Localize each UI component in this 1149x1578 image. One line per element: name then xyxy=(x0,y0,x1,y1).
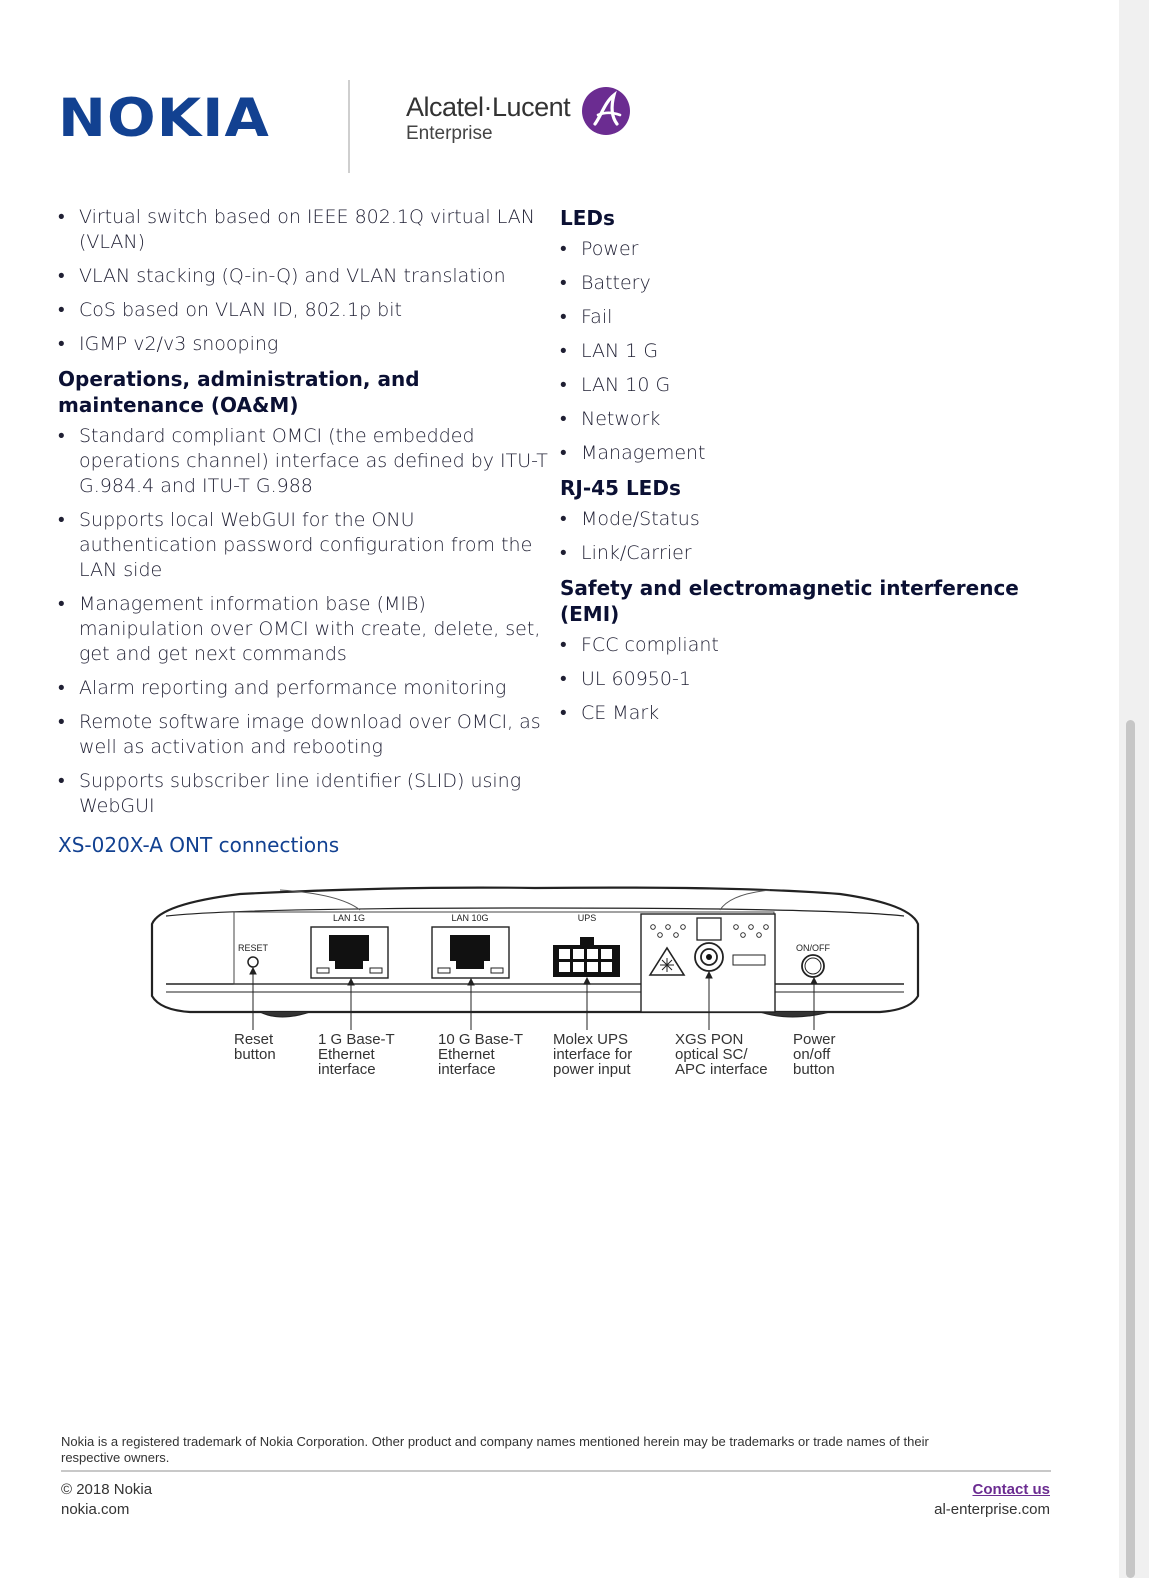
callout-line: power input xyxy=(553,1061,631,1078)
callout-line: APC interface xyxy=(675,1061,768,1078)
right-column xyxy=(560,205,1080,735)
list-item: • LAN 1 G xyxy=(560,339,1080,364)
callout-pon xyxy=(675,1032,768,1077)
ups-label: UPS xyxy=(577,913,597,923)
callout-line: XGS PON xyxy=(675,1031,744,1048)
callout-line: Ethernet xyxy=(318,1046,375,1063)
list-item: • IGMP v2/v3 snooping xyxy=(58,332,548,357)
callout-line: button xyxy=(793,1061,835,1078)
ups-connector-tab xyxy=(580,937,594,945)
lan1-port-jack xyxy=(329,935,369,969)
list-item: • Management information base (MIB) manipulation over OMCI with create, delete, set, get and get next commands xyxy=(58,592,548,667)
lan10-port-jack xyxy=(450,935,490,969)
callout-reset xyxy=(234,1032,276,1062)
laser-burst xyxy=(660,958,674,972)
list-item: • Supports local WebGUI for the ONU authentication password configuration from the LAN side xyxy=(58,508,548,583)
callout-lan10 xyxy=(438,1032,523,1077)
power-button-inner xyxy=(805,958,821,974)
diagram-title: XS-020X-A ONT connections xyxy=(58,833,340,857)
callout-line: Power xyxy=(793,1031,836,1048)
reset-label: RESET xyxy=(237,943,269,953)
callout-line: interface for xyxy=(553,1046,633,1063)
contact-us-link[interactable]: Contact us xyxy=(972,1481,1050,1498)
list-item: • Standard compliant OMCI (the embedded operations channel) interface as defined by ITU-T G.984.4 and ITU-T G.988 xyxy=(58,424,548,499)
lan1-led-right xyxy=(370,968,382,973)
callout-line: interface xyxy=(318,1061,376,1078)
al-enterprise-site-link[interactable]: al-enterprise.com xyxy=(934,1501,1050,1518)
rj45-leds-list xyxy=(560,507,1080,566)
device-foot-left xyxy=(260,1012,310,1017)
footer-right xyxy=(934,1480,1050,1520)
callout-line: Ethernet xyxy=(438,1046,495,1063)
onoff-label: ON/OFF xyxy=(796,943,830,953)
leds-list xyxy=(560,237,1080,466)
callout-line: Molex UPS xyxy=(553,1031,629,1048)
alcatel-lucent-name: Alcatel·Lucent xyxy=(406,92,571,122)
lan10-label: LAN 10G xyxy=(451,913,489,923)
left-column xyxy=(58,205,548,828)
scrollbar-thumb[interactable] xyxy=(1126,720,1135,1578)
lan10-led-right xyxy=(491,968,503,973)
callout-line: optical SC/ xyxy=(675,1046,748,1063)
list-item: • Supports subscriber line identifier (SLID) using WebGUI xyxy=(58,769,548,819)
list-item: • Virtual switch based on IEEE 802.1Q virtual LAN (VLAN) xyxy=(58,205,548,255)
lan1-label: LAN 1G xyxy=(332,913,366,923)
safety-heading: Safety and electromagnetic interference (EMI) xyxy=(560,576,1019,626)
list-item: • CE Mark xyxy=(560,701,1080,726)
lan1-led-left xyxy=(317,968,329,973)
list-item: • CoS based on VLAN ID, 802.1p bit xyxy=(58,298,548,323)
safety-list xyxy=(560,633,1080,726)
reset-hole xyxy=(248,957,258,967)
list-item: • Mode/Status xyxy=(560,507,1080,532)
list-item: • Remote software image download over OMCI, as well as activation and rebooting xyxy=(58,710,548,760)
pon-mac-label xyxy=(733,955,765,965)
copyright: © 2018 Nokia xyxy=(61,1481,153,1498)
oam-bullet-list xyxy=(58,424,548,819)
footer-divider xyxy=(61,1470,1051,1472)
list-item: • LAN 10 G xyxy=(560,373,1080,398)
callout-line: 1 G Base-T xyxy=(318,1031,395,1048)
intro-bullet-list xyxy=(58,205,548,357)
ont-rear-panel-diagram xyxy=(140,880,930,1030)
alcatel-lucent-sub: Enterprise xyxy=(406,123,493,144)
list-item: • Network xyxy=(560,407,1080,432)
list-item: • Power xyxy=(560,237,1080,262)
list-item: • UL 60950-1 xyxy=(560,667,1080,692)
callout-line: Reset xyxy=(234,1031,274,1048)
alcatel-lucent-emblem-icon xyxy=(581,86,631,136)
list-item: • Management xyxy=(560,441,1080,466)
list-item: • Link/Carrier xyxy=(560,541,1080,566)
oam-heading: Operations, administration, and maintenance (OA&M) xyxy=(58,367,420,417)
footer-left xyxy=(61,1480,152,1520)
callout-lan1 xyxy=(318,1032,395,1077)
list-item: • Alarm reporting and performance monitoring xyxy=(58,676,548,701)
pon-sc-housing xyxy=(697,918,721,940)
list-item: • Fail xyxy=(560,305,1080,330)
nokia-logo: NOKIA xyxy=(58,88,270,149)
list-item: • Battery xyxy=(560,271,1080,296)
callout-ups xyxy=(553,1032,632,1077)
callout-line: button xyxy=(234,1046,276,1063)
logo-divider xyxy=(348,80,350,173)
callout-line: 10 G Base-T xyxy=(438,1031,524,1048)
list-item: • VLAN stacking (Q-in-Q) and VLAN translation xyxy=(58,264,548,289)
alcatel-lucent-logo xyxy=(406,92,570,145)
nokia-site-link[interactable]: nokia.com xyxy=(61,1501,130,1518)
pon-sc-connector-core xyxy=(706,954,712,960)
device-foot-right xyxy=(760,1012,830,1017)
lan10-led-left xyxy=(438,968,450,973)
rj45-leds-heading: RJ-45 LEDs xyxy=(560,476,681,500)
callout-line: on/off xyxy=(793,1046,831,1063)
callout-power xyxy=(793,1032,836,1077)
trademark-note: Nokia is a registered trademark of Nokia Corporation. Other product and company names mentioned herein may be trademarks or trade names of their respective owners. xyxy=(61,1434,929,1465)
list-item: • FCC compliant xyxy=(560,633,1080,658)
callout-line: interface xyxy=(438,1061,496,1078)
leds-heading: LEDs xyxy=(560,206,615,230)
